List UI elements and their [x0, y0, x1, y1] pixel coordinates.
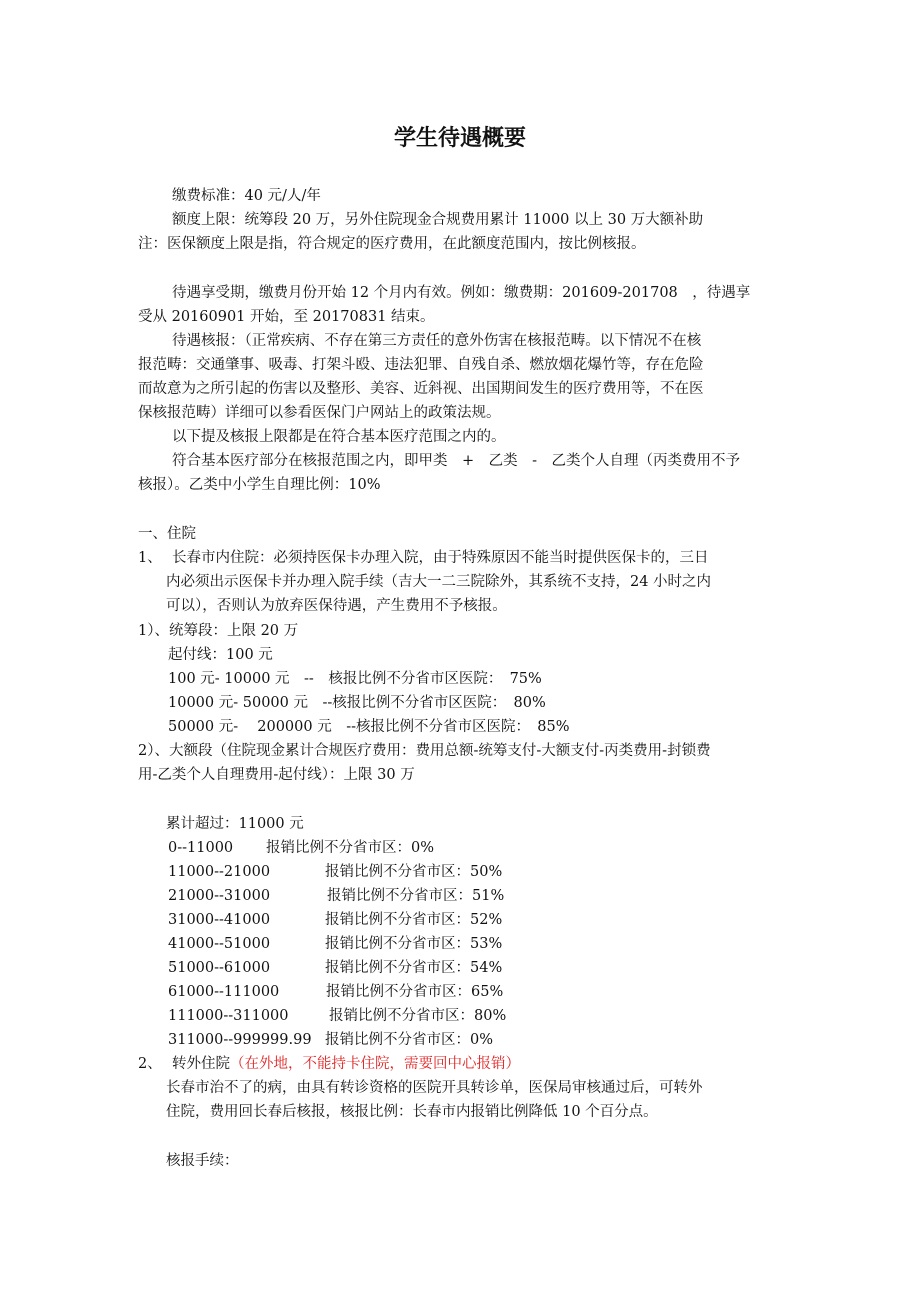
- item1-line-3: 可以），否则认为放弃医保待遇，产生费用不予核报。: [166, 598, 507, 614]
- large-tier-rate: 报销比例不分省市区：65%: [326, 984, 504, 1000]
- cumulative-line: 累计超过：11000 元: [166, 816, 304, 832]
- section-heading-inpatient: 一、住院: [138, 526, 196, 542]
- item1-line-1: 长春市内住院：必须持医保卡办理入院，由于特殊原因不能当时提供医保卡的，三日: [172, 550, 709, 566]
- item2-line-2: 住院，费用回长春后核报，核报比例：长春市内报销比例降低 10 个百分点。: [166, 1104, 658, 1120]
- large-tier-range: 61000--111000: [168, 984, 280, 1000]
- tier-line: 10000 元- 50000 元 --核报比例不分省市区医院： 80%: [168, 695, 546, 711]
- item2-label: 转外住院: [172, 1056, 230, 1072]
- period-line-1: 待遇享受期，缴费月份开始 12 个月内有效。例如：缴费期：201609-201708 ，待遇享: [172, 285, 751, 301]
- tier-line: 100 元- 10000 元 -- 核报比例不分省市区医院： 75%: [168, 671, 542, 687]
- item2-line-1: 长春市治不了的病，由具有转诊资格的医院开具转诊单，医保局审核通过后，可转外: [166, 1080, 703, 1096]
- large-amount-heading-2: 用-乙类个人自理费用-起付线）：上限 30 万: [138, 767, 415, 783]
- large-tier-rate: 报销比例不分省市区：52%: [325, 912, 503, 928]
- large-amount-heading-1: 2）、大额段（住院现金累计合规医疗费用：费用总额-统筹支付-大额支付-丙类费用-封锁费: [138, 743, 711, 759]
- large-tier-rate: 报销比例不分省市区：51%: [327, 888, 505, 904]
- scope-note: 以下提及核报上限都是在符合基本医疗范围之内的。: [172, 429, 506, 445]
- large-tier-rate: 报销比例不分省市区：0%: [266, 840, 435, 856]
- large-tier-rate: 报销比例不分省市区：0%: [325, 1032, 494, 1048]
- large-tier-range: 41000--51000: [168, 936, 271, 952]
- large-tier-range: 21000--31000: [168, 888, 271, 904]
- formula-line-1: 符合基本医疗部分在核报范围之内，即甲类 + 乙类 - 乙类个人自理（丙类费用不予: [172, 453, 741, 469]
- scope-line-1: 待遇核报：（正常疾病、不存在第三方责任的意外伤害在核报范畴。以下情况不在核: [172, 333, 702, 349]
- large-tier-rate: 报销比例不分省市区：54%: [325, 960, 503, 976]
- tier-line: 50000 元- 200000 元 --核报比例不分省市区医院： 85%: [168, 719, 570, 735]
- formula-line-2: 核报）。乙类中小学生自理比例：10%: [138, 477, 381, 493]
- item2-red-note: （在外地，不能持卡住院，需要回中心报销）: [230, 1056, 520, 1072]
- limit-line-2: 注：医保额度上限是指，符合规定的医疗费用，在此额度范围内，按比例核报。: [138, 236, 646, 252]
- item1-line-2: 内必须出示医保卡并办理入院手续（吉大一二三院除外，其系统不支持，24 小时之内: [166, 574, 712, 590]
- large-tier-range: 31000--41000: [168, 912, 271, 928]
- scope-line-3: 而故意为之所引起的伤害以及整形、美容、近斜视、出国期间发生的医疗费用等，不在医: [138, 381, 704, 397]
- limit-line-1: 额度上限：统筹段 20 万，另外住院现金合规费用累计 11000 以上 30 万大额补助: [172, 212, 704, 228]
- item2-heading: [172, 1054, 520, 1074]
- large-tier-rate: 报销比例不分省市区：50%: [325, 864, 503, 880]
- period-line-2: 受从 20160901 开始，至 20170831 结束。: [138, 309, 435, 325]
- large-tier-range: 0--11000: [168, 840, 234, 856]
- pooling-heading: 1）、统筹段：上限 20 万: [138, 623, 299, 639]
- large-tier-rate: 报销比例不分省市区：80%: [329, 1008, 507, 1024]
- large-tier-range: 11000--21000: [168, 864, 271, 880]
- page-title: 学生待遇概要: [393, 125, 526, 151]
- scope-line-2: 报范畴：交通肇事、吸毒、打架斗殴、违法犯罪、自残自杀、燃放烟花爆竹等，存在危险: [138, 357, 704, 373]
- large-tier-range: 111000--311000: [168, 1008, 289, 1024]
- threshold-line: 起付线：100 元: [168, 647, 273, 663]
- item2-number: 2、: [138, 1056, 162, 1072]
- large-tier-range: 311000--999999.99: [168, 1032, 312, 1048]
- large-tier-rate: 报销比例不分省市区：53%: [325, 936, 503, 952]
- item1-number: 1、: [138, 550, 162, 566]
- scope-line-4: 保核报范畴）详细可以参看医保门户网站上的政策法规。: [138, 405, 501, 421]
- large-tier-range: 51000--61000: [168, 960, 271, 976]
- procedure-heading: 核报手续：: [166, 1153, 239, 1169]
- fee-standard: 缴费标准：40 元/人/年: [172, 188, 321, 204]
